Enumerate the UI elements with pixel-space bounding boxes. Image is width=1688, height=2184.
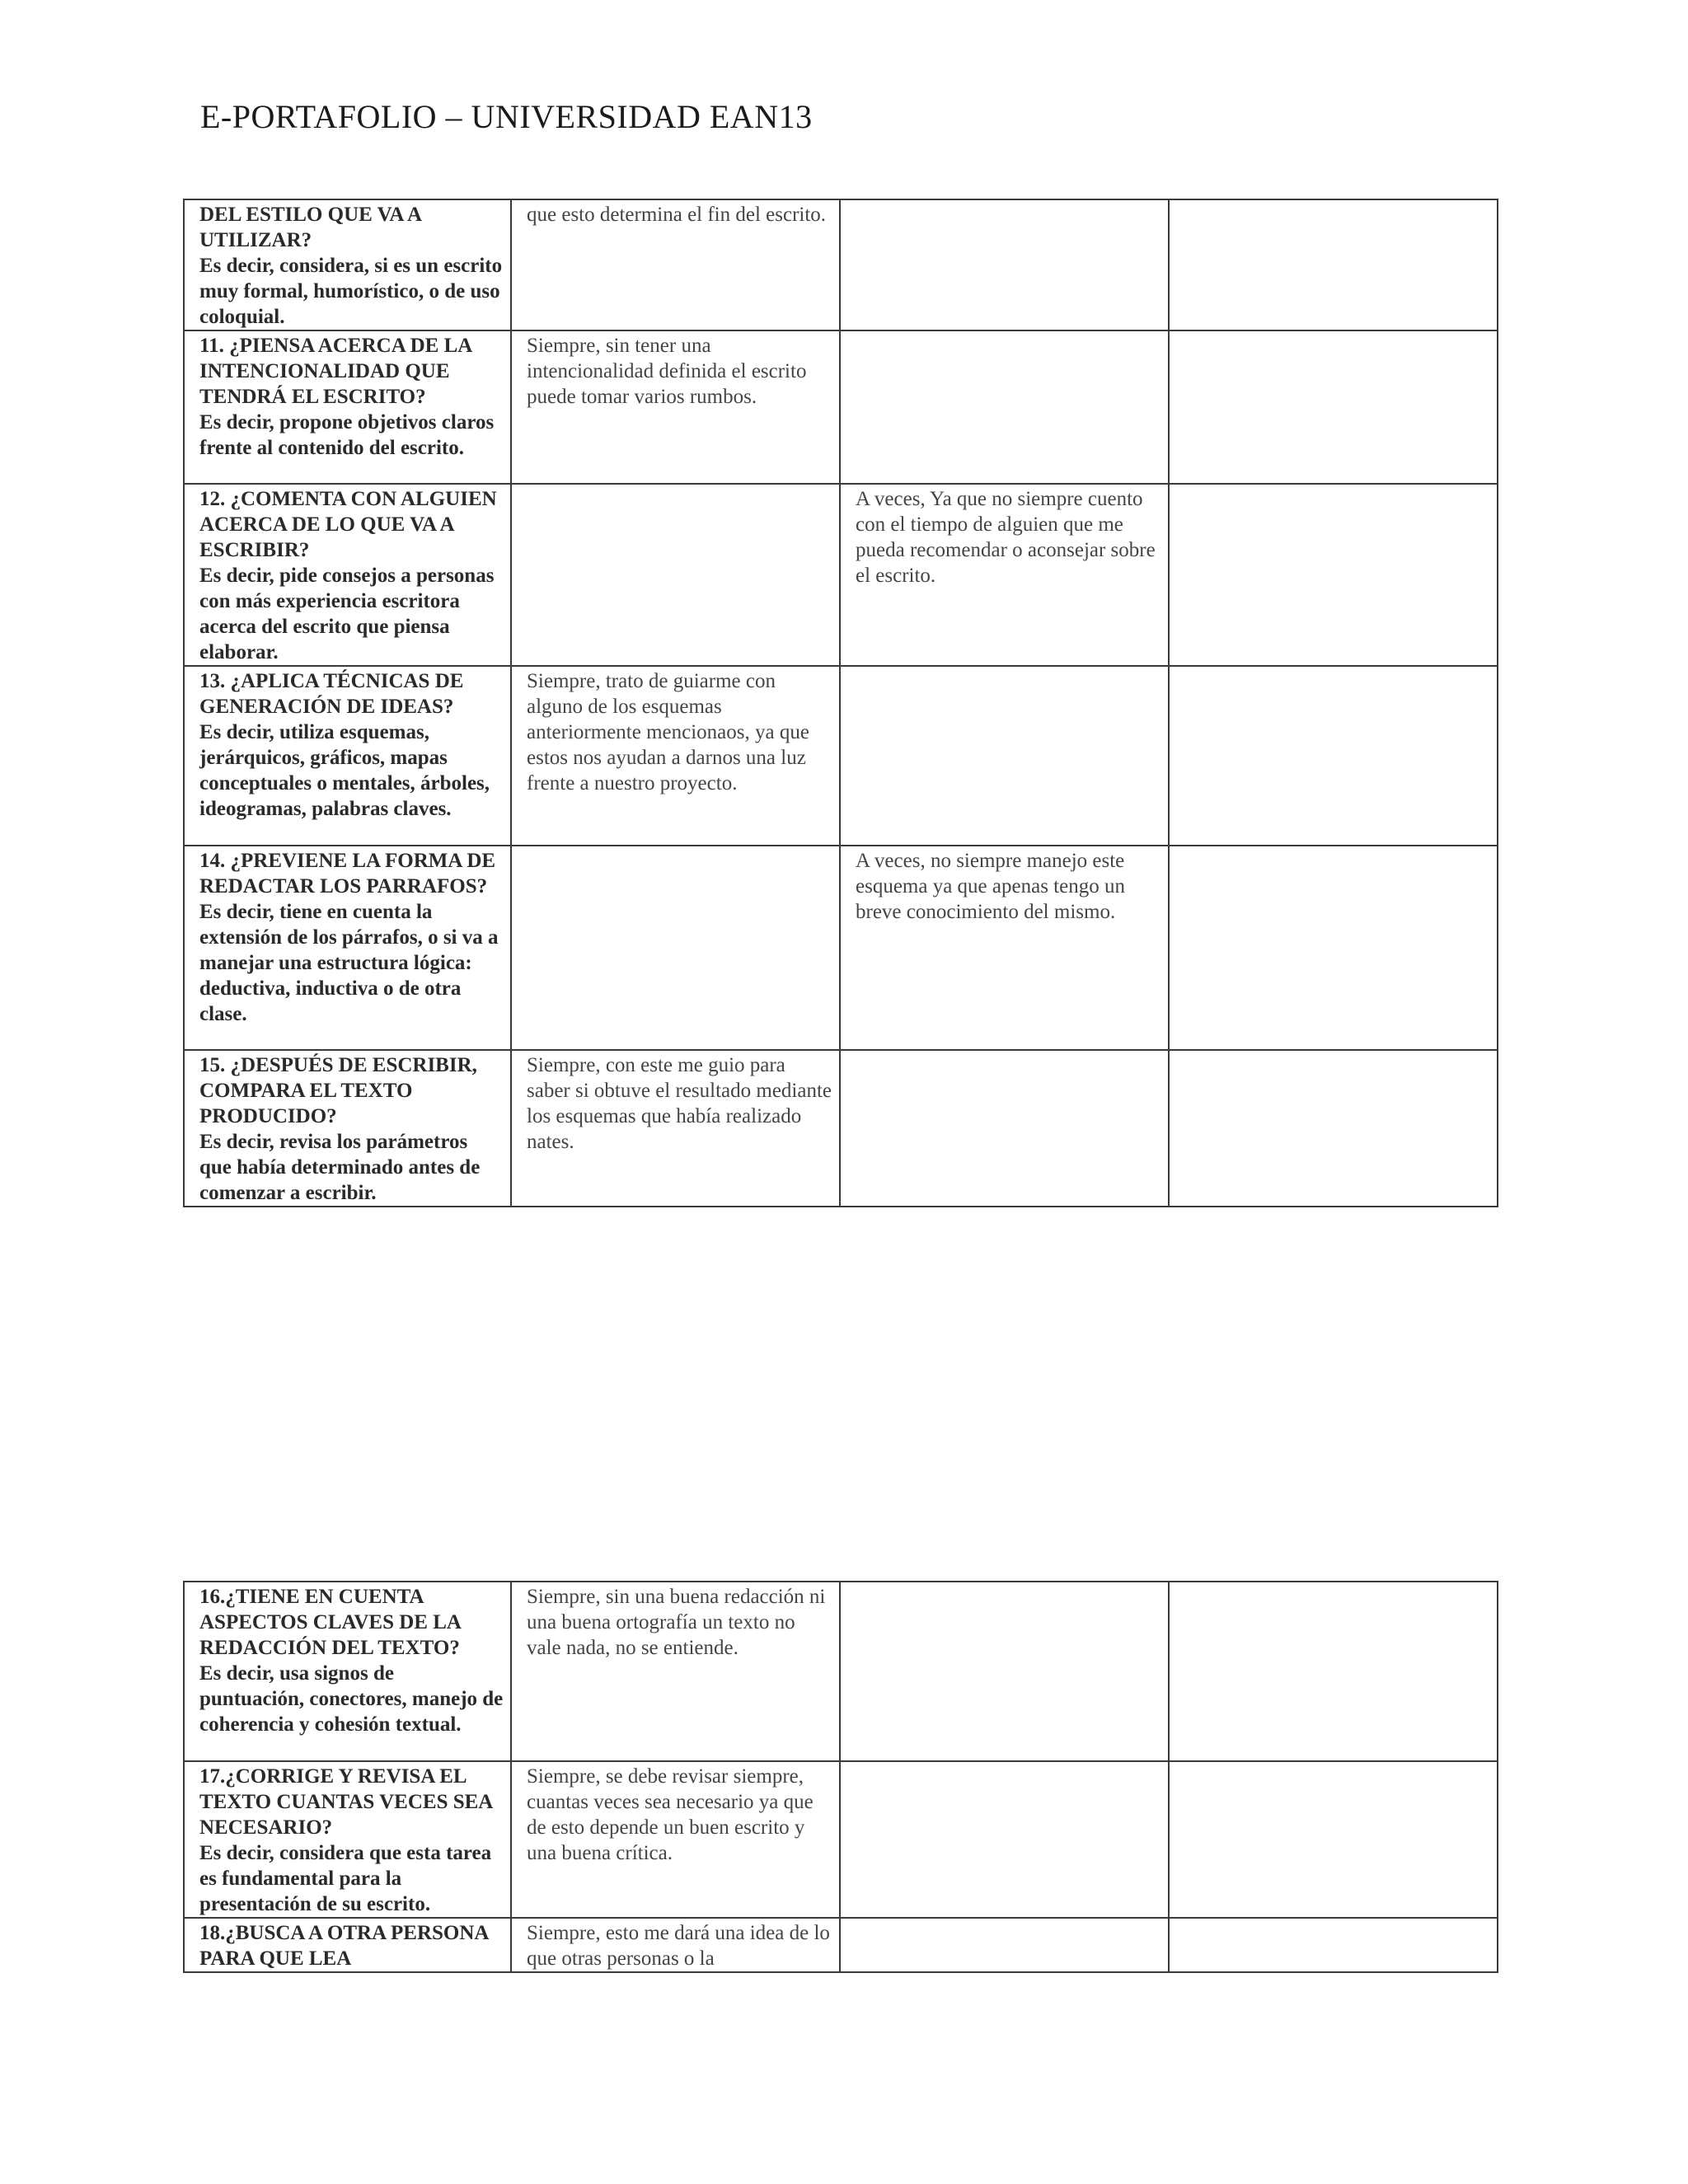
question-description: Es decir, pide consejos a personas con más experiencia escritora acerca del escrito que piensa elaborar. (199, 565, 495, 663)
answer-cell-col2: Siempre, sin una buena redacción ni una buena ortografía un texto no vale nada, no se entiende. (511, 1582, 840, 1761)
answer-cell-col3 (840, 330, 1169, 484)
question-title: 16.¿TIENE EN CUENTA ASPECTOS CLAVES DE LA REDACCIÓN DEL TEXTO? (199, 1586, 461, 1659)
answer-cell-col2: Siempre, sin tener una intencionalidad definida el escrito puede tomar varios rumbos. (511, 330, 840, 484)
question-cell (184, 1582, 511, 1761)
answer-cell-col2 (511, 846, 840, 1050)
answer-cell-col4 (1169, 1582, 1498, 1761)
question-description: Es decir, usa signos de puntuación, conectores, manejo de coherencia y cohesión textual. (199, 1662, 504, 1736)
question-description: Es decir, propone objetivos claros frente al contenido del escrito. (199, 411, 495, 459)
answer-cell-col4 (1169, 199, 1498, 330)
answer-cell-col2: Siempre, se debe revisar siempre, cuantas veces sea necesario ya que de esto depende un buen escrito y una buena crítica. (511, 1761, 840, 1918)
question-title: 12. ¿COMENTA CON ALGUIEN ACERCA DE LO QUE VA A ESCRIBIR? (199, 488, 497, 561)
page-title: E-PORTAFOLIO – UNIVERSIDAD EAN13 (200, 98, 813, 135)
answer-cell-col4 (1169, 846, 1498, 1050)
table-row (184, 330, 1498, 484)
question-description: Es decir, considera, si es un escrito muy formal, humorístico, o de uso coloquial. (199, 255, 503, 328)
answer-cell-col2: que esto determina el fin del escrito. (511, 199, 840, 330)
question-description: Es decir, utiliza esquemas, jerárquicos, gráficos, mapas conceptuales o mentales, árboles, ideogramas, palabras claves. (199, 721, 490, 820)
question-cell (184, 666, 511, 846)
survey-table-1 (183, 199, 1498, 1207)
table-row (184, 1050, 1498, 1207)
question-title: 14. ¿PREVIENE LA FORMA DE REDACTAR LOS PARRAFOS? (199, 850, 496, 898)
question-title: 15. ¿DESPUÉS DE ESCRIBIR, COMPARA EL TEXTO PRODUCIDO? (199, 1054, 477, 1127)
answer-cell-col3 (840, 1918, 1169, 1972)
answer-cell-col3: A veces, Ya que no siempre cuento con el tiempo de alguien que me pueda recomendar o aconsejar sobre el escrito. (840, 484, 1169, 666)
question-description: Es decir, considera que esta tarea es fundamental para la presentación de su escrito. (199, 1842, 492, 1915)
answer-cell-col4 (1169, 1761, 1498, 1918)
answer-cell-col4 (1169, 666, 1498, 846)
answer-cell-col3: A veces, no siempre manejo este esquema ya que apenas tengo un breve conocimiento del mismo. (840, 846, 1169, 1050)
answer-cell-col2: Siempre, esto me dará una idea de lo que otras personas o la (511, 1918, 840, 1972)
question-cell (184, 330, 511, 484)
question-title: 18.¿BUSCA A OTRA PERSONA PARA QUE LEA (199, 1922, 489, 1970)
table-row (184, 199, 1498, 330)
question-cell (184, 484, 511, 666)
question-title: 11. ¿PIENSA ACERCA DE LA INTENCIONALIDAD QUE TENDRÁ EL ESCRITO? (199, 335, 471, 408)
survey-table-2 (183, 1581, 1498, 1973)
question-description: Es decir, tiene en cuenta la extensión de los párrafos, o si va a manejar una estructura lógica: deductiva, inductiva o de otra clase. (199, 901, 499, 1025)
answer-cell-col3 (840, 666, 1169, 846)
question-title: DEL ESTILO QUE VA A UTILIZAR? (199, 204, 421, 251)
answer-cell-col2 (511, 484, 840, 666)
answer-cell-col2: Siempre, con este me guio para saber si obtuve el resultado mediante los esquemas que había realizado nates. (511, 1050, 840, 1207)
answer-cell-col3 (840, 1761, 1169, 1918)
answer-cell-col2: Siempre, trato de guiarme con alguno de los esquemas anteriormente mencionaos, ya que estos nos ayudan a darnos una luz frente a nuestro proyecto. (511, 666, 840, 846)
question-cell (184, 199, 511, 330)
question-cell (184, 1761, 511, 1918)
table-row (184, 846, 1498, 1050)
answer-cell-col4 (1169, 1050, 1498, 1207)
question-cell (184, 1918, 511, 1972)
table-row (184, 666, 1498, 846)
table-row (184, 484, 1498, 666)
answer-cell-col3 (840, 1050, 1169, 1207)
question-title: 13. ¿APLICA TÉCNICAS DE GENERACIÓN DE IDEAS? (199, 670, 464, 718)
question-title: 17.¿CORRIGE Y REVISA EL TEXTO CUANTAS VECES SEA NECESARIO? (199, 1765, 492, 1839)
answer-cell-col3 (840, 1582, 1169, 1761)
answer-cell-col4 (1169, 330, 1498, 484)
question-description: Es decir, revisa los parámetros que había determinado antes de comenzar a escribir. (199, 1131, 481, 1204)
table-row (184, 1918, 1498, 1972)
answer-cell-col4 (1169, 484, 1498, 666)
table-row (184, 1761, 1498, 1918)
answer-cell-col4 (1169, 1918, 1498, 1972)
question-cell (184, 846, 511, 1050)
question-cell (184, 1050, 511, 1207)
table-row (184, 1582, 1498, 1761)
answer-cell-col3 (840, 199, 1169, 330)
